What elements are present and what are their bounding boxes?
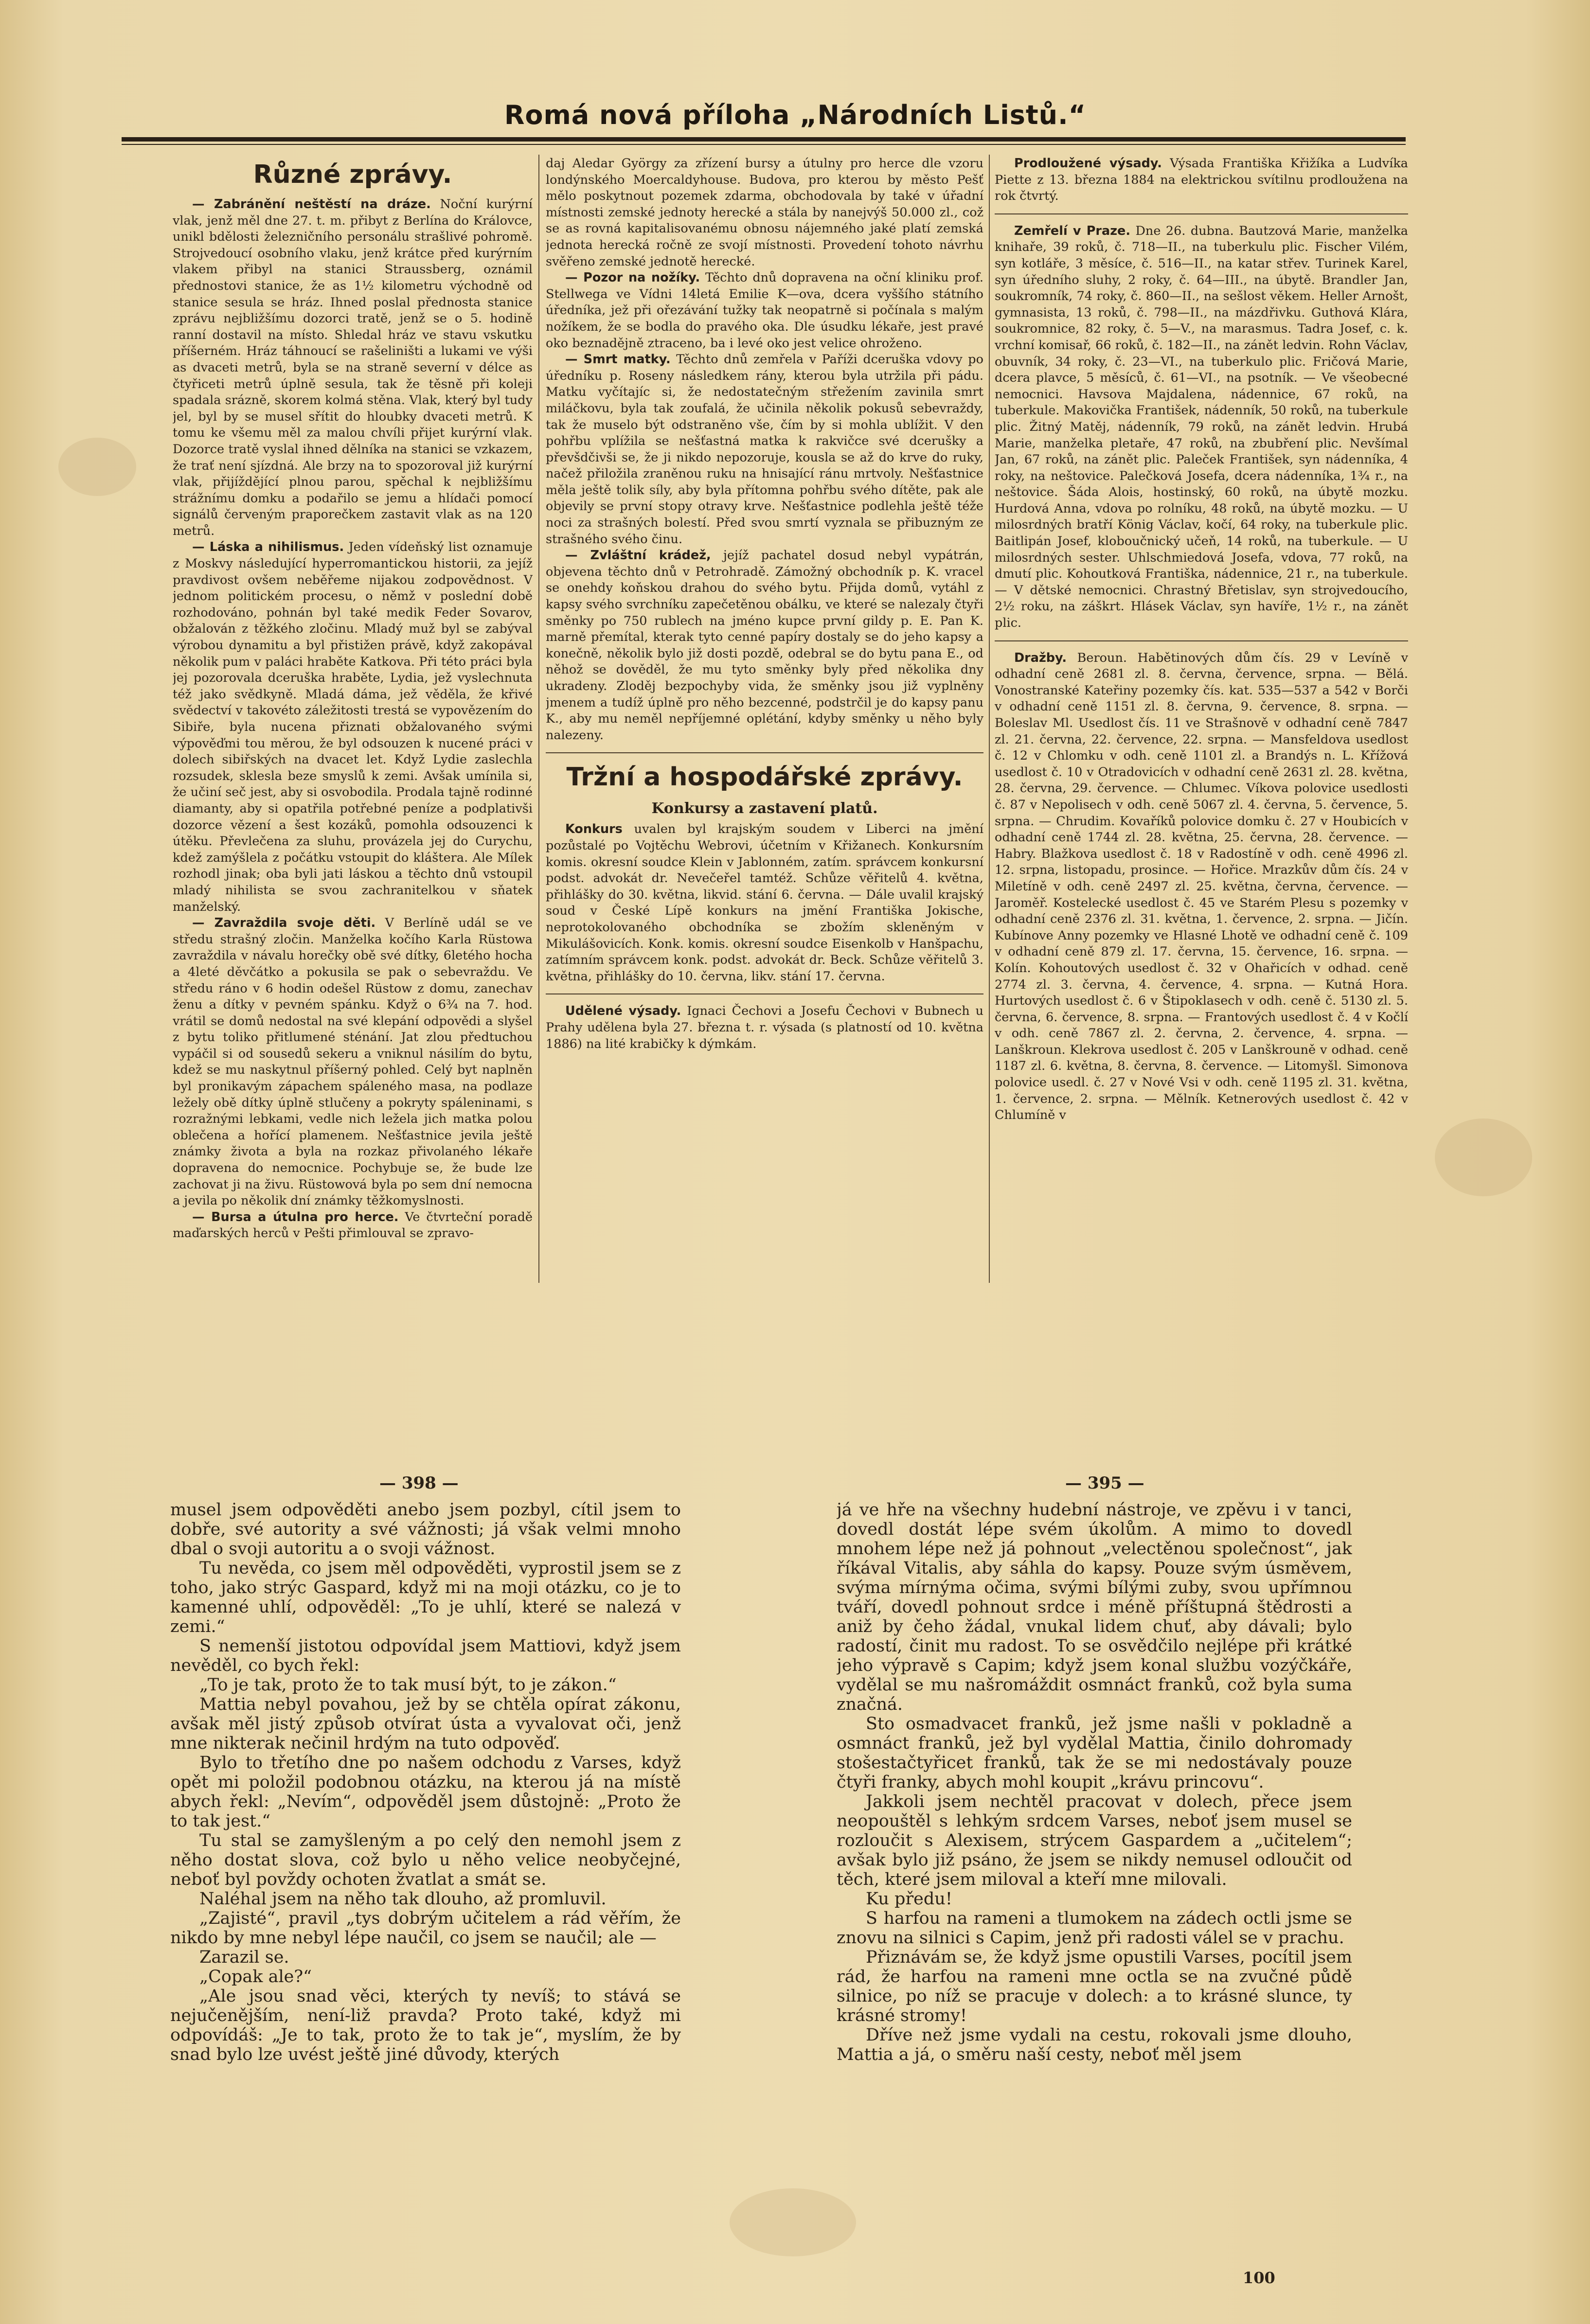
masthead: Romá nová příloha „Národních Listů.“ <box>504 100 1087 130</box>
item-divider <box>546 993 983 994</box>
novel-paragraph: „Ale jsou snad věci, kterých ty nevíš; to stává se nejučenějším, není-liž pravda? Proto také, když mi odpovídáš: „Je to tak, proto že to tak je“, myslím, že by snad bylo lze uvést ještě jiné důvody, kterých <box>170 1987 681 2064</box>
novel-paragraph: „Zajisté“, pravil „tys dobrým učitelem a rád věřím, že nikdo by mne nebyl lépe naučil, co jsem se naučil; ale — <box>170 1909 681 1948</box>
novel-paragraph: Přiznávám se, že když jsme opustili Varses, pocítil jsem rád, že harfou na rameni mne octla se na zvučné půdě silnice, po níž se pracuje v dolech: a to krásné slunce, ty krásné stromy! <box>837 1948 1352 2025</box>
news-item: Zemřelí v Praze. Dne 26. dubna. Bautzová Marie, manželka knihaře, 39 roků, č. 718—II., na tuberkulu plic. Fischer Vilém, syn kotláře, 3 měsíce, č. 516—II., na katar střev. Turinek Karel, syn úředního sluhy, 2 roky, č. 64—III., na úbytě. Brandler Jan, soukromník, 74 roky, č. 860—II., na sešlost věkem. Heller Arnošt, gymnasista, 13 roků, č. 798—II., na mázdřivku. Guthová Klára, soukromnice, 82 roky, č. 5—V., na marasmus. Tadra Josef, c. k. vrchní komisař, 66 roků, č. 182—II., na zánět ledvin. Rohn Václav, obuvník, 34 roky, č. 23—VI., na tuberkulo plic. Fričová Marie, dcera plavce, 5 měsíců, č. 61—VI., na psotník. — Ve všeobecné nemocnici. Havsova Majdalena, nádennice, 67 roků, na tuberkule. Makovička František, nádenník, 50 roků, na tuberkule plic. Žitný Matěj, nádenník, 79 roků, na zánět ledvin. Hrubá Marie, manželka pletaře, 47 roků, na zbubření plic. Nevšímal Jan, 67 roků, na zánět plic. Paleček František, syn nádenníka, 4 roky, na neštovice. Palečková Josefa, dcera nádenníka, 1¾ r., na neštovice. Šáda Alois, hostinský, 60 roků, na úbytě mozku. Hurdová Anna, vdova po rolníku, 48 roků, na úbytě mozku. — U milosrdných bratří König Václav, kočí, 64 roky, na tuberkule plic. Baitlipán Josef, kloboučnický učeň, 14 roků, na tuberkule. — U milosrdných sester. Uhlschmiedová Josefa, vdova, 77 roků, na dmutí plic. Kohoutková Františka, nádennice, 21 r., na tuberkule. — V dětské nemocnici. Chrastný Břetislav, syn strojvedoucího, 2½ roku, na záškrt. Hlásek Václav, syn havíře, 1½ r., na zánět plic. <box>995 223 1408 631</box>
news-item: — Zavraždila svoje děti. V Berlíně udál se ve středu strašný zločin. Manželka kočího Karla Rüstowa zavraždila v návalu horečky obě své dítky, 6letého hocha a 4leté děvčátko a pokusila se pak o sebevraždu. Ve středu ráno v 6 hodin odešel Rüstow z domu, zanechav ženu a dítky v pevném spánku. Když o 6¾ na 7. hod. vrátil se domů nedostal na své klepání odpovědi a slyšel z bytu toliko přitlumené sténání. Jat zlou předtuchou vypáčil si od sousedů sekeru a vniknul násilím do bytu, kdež se mu naskytnul příšerný pohled. Celý byt naplněn byl pronikavým zápachem spáleného masa, na podlaze ležely obě dítky úplně stlučeny a pokryty spáleninami, s rozražnými lebkami, vedle nich ležela jich matka polou oblečena a hořící plamenem. Nešťastnice jevila ještě známky života a byla na rozkaz přivolaného lékaře dopravena do nemocnice. Pochybuje se, že bude lze zachovat ji na živu. Rüstowová byla po sem dní nemocna a jevila po několik dní známky těžkomyslnosti. <box>173 916 533 1208</box>
novel-paragraph: Dříve než jsme vydali na cestu, rokovali jsme dlouho, Mattia a já, o směru naší cesty, neboť měl jsem <box>837 2025 1352 2064</box>
novel-left <box>170 1500 681 2259</box>
folio-right: — 395 — <box>1065 1473 1144 1493</box>
page-number: 100 <box>1243 2269 1275 2287</box>
news-item: — Zabránění neštěstí na dráze. Noční kurýrní vlak, jenž měl dne 27. t. m. přibyt z Berlína do Královce, unikl bdělosti železničního personálu strašlivé pohromě. Strojvedoucí osobního vlaku, jenž krátce před kurýrním vlakem přibyl na stanici Straussberg, oznámil přednostovi stanice, že as 1½ kilometru východně od stanice sesula se hráz. Ihned poslal přednosta stanice zprávu nejbližšímu dozorci tratě, jenž se o 5. hodině ranní dostavil na místo. Shledal hráz ve stavu vskutku příšerném. Hráz táhnoucí se rašeliništi a lukami ve výši as dvaceti metrů, byla se na straně severní v délce as čtyřiceti metrů úplně sesula, tak že těsně při koleji spadala srázně, skorem kolmá stěna. Vlak, který byl tudy jel, byl by se musel sřítit do hloubky dvaceti metrů. K tomu ke všemu měl za malou chvíli přijet kurýrní vlak. Dozorce tratě vyslal ihned dělníka na stanici se vzkazem, že trať není sjízdná. Ale brzy na to spozoroval již kurýrní vlak, přijíždějící plnou parou, spěchal k nejbližšímu strážnímu domku a podařilo se jemu a hlídači pomocí signálů červeným praporečkem zastavit vlak as na 120 metrů. <box>173 197 533 538</box>
masthead-rule <box>122 137 1406 142</box>
news-item: — Láska a nihilismus. Jeden vídeňský list oznamuje z Moskvy následující hyperromantickou historii, za jejíž pravdivost ovšem neběřeme nijakou zodpovědnost. V jednom politickém procesu, o němž v poslední době rozhodováno, pohnán byl také medik Feder Sovarov, obžalován z těžkého zločinu. Mladý muž byl se zabýval výrobou dynamitu a byl přistižen právě, když zakopával několik pum v paláci hraběte Katkova. Při této práci byla jej pozorovala dceruška hraběte, Lydia, jež vyslechnuta též jako svědkyně. Mladá dáma, jež věděla, že křivé svědectví v takovéto záležitosti trestá se vypovězením do Sibiře, byla nucena přiznati obžalovaného svými výpověďmi tou měrou, že byl odsouzen k nucené práci v dolech sibiřských na dvacet let. Když Lydie zaslechla rozsudek, sklesla beze smyslů k zemi. Avšak umínila si, že učiní seč jest, aby si osvobodila. Prodala tajně rodinné diamanty, aby si opatřila potřebné peníze a podplativši dozorce vězení a šest kozáků, pomohla odsouzenci k útěku. Převlečena za sluhu, provázela jej do Curychu, kdež zamýšlela z počátku vstoupit do kláštera. Ale Mílek rozhodl jinak; oba byli jati láskou a těchto dnů vstoupil mladý nihilista se svou zachranitelkou v sňatek manželský. <box>173 540 533 914</box>
novel-paragraph: Zarazil se. <box>199 1948 289 1967</box>
novel-paragraph: S harfou na rameni a tlumokem na zádech octli jsme se znovu na silnici s Capim, jenž při radosti válel se v prachu. <box>837 1909 1352 1948</box>
novel-paragraph: Naléhal jsem na něho tak dlouho, až promluvil. <box>199 1889 607 1909</box>
novel-right <box>837 1500 1352 2259</box>
novel-paragraph: Tu stal se zamyšleným a po celý den nemohl jsem z něho dostat slova, což bylo u něho velice neobyčejné, neboť byl povždy ochoten žvatlat a smát se. <box>170 1831 681 1889</box>
news-item: — Smrt matky. Těchto dnů zemřela v Paříži dceruška vdovy po úředníku p. Roseny následkem rány, kterou byla utržila při pádu. Matku vyčítajíc si, že nedostatečným střežením zavinila smrt miláčkovu, byla tak zoufalá, že učinila několik pokusů sebevraždy, tak že muselo být odstraněno vše, čím by si mohla ublížit. V den pohřbu vplížila se nešťastná matka k rakvičce své dcerušky a převšdčivši se, že ji nikdo nepozoruje, kousla se až do krve do ruky, načež přiložila zraněnou ruku na hnisající ránu mrtvoly. Nešťastnice měla ještě tolik síly, aby byla přítomna pohřbu svého dítěte, pak ale objevily se první stopy otravy krve. Nešťastnice podlehla ještě téže noci za strašných bolestí. Před svou smrtí vyznala se přibuzným ze strašného svého činu. <box>546 352 983 547</box>
column-2 <box>546 156 983 1289</box>
section-divider <box>546 752 983 753</box>
section-title: Různé zprávy. <box>253 160 452 189</box>
novel-paragraph: Sto osmadvacet franků, jež jsme našli v pokladně a osmnáct franků, jež byl vydělal Mattia, činilo dohromady stošestačtyřicet franků, tak že se mi nedostávaly pouze čtyři franky, abych mohl koupit „krávu princovu“. <box>837 1714 1352 1792</box>
news-item: Udělené výsady. Ignaci Čechovi a Josefu Čechovi v Bubnech u Prahy udělena byla 27. března t. r. výsada (s platností od 10. května 1886) na lité krabičky k dýmkám. <box>546 1004 983 1051</box>
novel-paragraph: „To je tak, proto že to tak musí být, to je zákon.“ <box>199 1675 617 1695</box>
column-3 <box>995 156 1408 1289</box>
novel-paragraph: já ve hře na všechny hudební nástroje, ve zpěvu i v tanci, dovedl dostát lépe svém úkolům. A mimo to dovedl mnohem lépe než já pohnout „velectěnou společnost“, jak říkával Vitalis, aby sáhla do kapsy. Pouze svým úsměvem, svýma mírnýma očima, svými bílými zuby, svou upřímnou tváří, dovedl pohnout srdce i méně příštupná štědrosti a aniž by čeho žádal, vnukal lidem chuť, aby dávali; bylo radostí, činit mu radost. To se osvědčilo nejlépe při krátké jeho výpravě s Capim; když jsem konal službu vozýčkáře, vydělal se mu našromáždit osmnáct franků, což byla suma značná. <box>837 1500 1352 1714</box>
news-item: Dražby. Beroun. Habětinových dům čís. 29 v Levíně v odhadní ceně 2681 zl. 8. června, července, srpna. — Bělá. Vonostranské Kateřiny pozemky čís. kat. 535—537 a 542 v Borči v odhadní ceně 1151 zl. 8. června, 9. července, 8. srpna. — Boleslav Ml. Usedlost čís. 11 ve Strašnově v odhadní ceně 7847 zl. 21. června, 22. července, 22. srpna. — Mansfeldova usedlost č. 12 v Chlomku v odh. ceně 1101 zl. a Brandýs n. L. Křížová usedlost č. 10 v Otradovicích v odhadní ceně 2631 zl. 28. května, 28. června, 29. července. — Chlumec. Víkova polovice usedlosti č. 87 v Nepolisech v odh. ceně 5067 zl. 4. června, 5. července, 5. srpna. — Chrudim. Kovaříků polovice domku č. 27 v Houbicích v odhadní ceně 1744 zl. 28. května, 25. června, 28. července. — Habry. Blažkova usedlost č. 18 v Radostíně v odh. ceně 4996 zl. 12. srpna, listopadu, prosince. — Hořice. Mrazkův dům čís. 24 v Miletíně v odh. ceně 2497 zl. 25. května, června, července. — Jaroměř. Kostelecké usedlost č. 45 ve Starém Plesu s pozemky v odhadní ceně 2376 zl. 31. května, 1. července, 2. srpna. — Jičín. Kubínove Anny pozemky ve Hlasné Lhotě ve odhadní ceně č. 109 v odhadní ceně 879 zl. 17. června, 15. července, 16. srpna. — Kolín. Kohoutových usedlost č. 32 v Ohařicích v odhad. ceně 2774 zl. 3. června, 4. července, 4. srpna. — Kutná Hora. Hurtových usedlost č. 6 v Štipoklasech v odh. ceně č. 5130 zl. 5. června, 6. července, 8. srpna. — Frantových usedlost č. 4 v Kočlí v odh. ceně 7867 zl. 2. června, 2. července, 4. srpna. — Lanškroun. Klekrova usedlost č. 205 v Lanškrouně v odhad. ceně 1187 zl. 6. května, 8. června, 8. července. — Litomyšl. Simonova polovice usedl. č. 27 v Nové Vsi v odh. ceně 1195 zl. 31. května, 1. července, 2. srpna. — Mělník. Ketnerových usedlost č. 42 v Chlumíně v <box>995 650 1408 1123</box>
masthead-rule-thin <box>122 144 1406 145</box>
news-item: daj Aledar György za zřízení bursy a útulny pro herce dle vzoru londýnského Moercaldyhouse. Budova, pro kterou by město Pešť mělo poskytnout pozemek zdarma, obchodovala by také v úřadní místnosti zemské jednoty herecké a stála by nanejvýš 50.000 zl., což se as rovná kapitalisovanému obnosu nájemného jaké platí zemská jednota herecká ročně ze svojí místnosti. Provedení tohoto návrhu svěřeno zemské jednotě herecké. <box>546 156 983 269</box>
news-item: — Bursa a útulna pro herce. Ve čtvrteční poradě maďarských herců v Pešti přimlouval se zpravo- <box>173 1209 533 1241</box>
novel-paragraph: Mattia nebyl povahou, jež by se chtěla opírat zákonu, avšak měl jistý způsob otvírat ústa a vyvalovat oči, jenž mne nikterak nečinil hrdým na tuto odpověď. <box>170 1695 681 1753</box>
novel-paragraph: „Copak ale?“ <box>199 1967 312 1987</box>
news-item: — Zvláštní krádež, jejíž pachatel dosud nebyl vypátrán, objevena těchto dnů v Petrohradě. Zámožný obchodník p. K. vracel se onehdy koňskou drahou do svého bytu. Přijda domů, vytáhl z kapsy svého svrchníku zapečetěnou obálku, ve které se nalezaly čtyři směnky po 750 rublech na jméno kupce první gildy p. E. Pan K. marně přemítal, kterak tyto cenné papíry dostaly se do jeho kapsy a konečně, několik bylo již dosti pozdě, odebral se do bytu pana E., od něhož se dověděl, že mu tyto směnky byly před několika dny ukradeny. Zloděj bezpochyby vida, že směnky jsou již vyplněny jmenem a tudíž úplně pro něho bezcenné, podstrčil je do kapsy panu K., aby mu neměl nepříjemné oplétání, kdyby směnky u něho byly nalezeny. <box>546 548 983 743</box>
novel-paragraph: musel jsem odpověděti anebo jsem pozbyl, cítil jsem to dobře, své autority a své vážnosti; já však velmi mnoho dbal o svoji autoritu a o svoji vážnost. <box>170 1500 681 1559</box>
news-item: Konkurs uvalen byl krajským soudem v Liberci na jmění pozůstalé po Vojtěchu Webrovi, účetním v Křižanech. Konkursním komis. okresní soudce Klein v Jablonném, zatím. správcem konkursní podst. advokát dr. Nevečeřel tamtéž. Schůze věřitelů 4. května, přihlášky do 30. května, likvid. stání 6. června. — Dále uvalil krajský soud v České Lípě konkurs na jmění Františka Jokische, neprotokolovaného obchodníka se zbožím skleněným v Mikulášovicích. Konk. komis. okresní soudce Eisenkolb v Hanšpachu, zatímním správcem konk. podst. advokát dr. Beck. Schůze věřitelů 3. května, přihlášky do 10. června, likv. stání 17. června. <box>546 822 983 984</box>
column-1 <box>173 156 533 1289</box>
novel-paragraph: S nemenší jistotou odpovídal jsem Mattiovi, když jsem nevěděl, co bych řekl: <box>170 1636 681 1675</box>
item-divider <box>995 640 1408 641</box>
novel-paragraph: Bylo to třetího dne po našem odchodu z Varses, když opět mi položil podobnou otázku, na kterou já na místě abych řekl: „Nevím“, odpověděl jsem důstojně: „Proto že to tak jest.“ <box>170 1753 681 1831</box>
news-item: Prodloužené výsady. Výsada Františka Křižíka a Ludvíka Piette z 13. března 1884 na elektrickou svítilnu prodloužena na rok čtvrtý. <box>995 156 1408 204</box>
folio-left: — 398 — <box>379 1473 459 1493</box>
item-divider <box>995 213 1408 214</box>
novel-paragraph: Jakkoli jsem nechtěl pracovat v dolech, přece jsem neopouštěl s lehkým srdcem Varses, neboť jsem musel se rozloučit s Alexisem, strýcem Gaspardem a „učitelem“; avšak bylo již psáno, že jsem se nikdy nemusel odloučit od těch, které jsem miloval a kteří mne milovali. <box>837 1792 1352 1889</box>
section-title: Tržní a hospodářské zprávy. <box>566 763 963 792</box>
column-divider <box>989 155 990 1283</box>
news-item: — Pozor na nožíky. Těchto dnů dopravena na oční kliniku prof. Stellwega ve Vídni 14letá Emilie K—ova, dcera vyššího státního úředníka, jež při ořezávání tužky tak neopatrně si počínala s malým nožíkem, že se bodla do pravého oka. Dle úsudku lékaře, jest pravé oko beznadějně ztraceno, ba i levé oko jest velice ohroženo. <box>546 270 983 351</box>
column-divider <box>538 155 539 1283</box>
novel-paragraph: Tu nevěda, co jsem měl odpověděti, vyprostil jsem se z toho, jako strýc Gaspard, když mi na moji otázku, co je to kamenné uhlí, odpověděl: „To je uhlí, které se nalezá v zemi.“ <box>170 1559 681 1636</box>
section-subtitle: Konkursy a zastavení platů. <box>651 800 878 817</box>
novel-paragraph: Ku předu! <box>866 1889 952 1909</box>
